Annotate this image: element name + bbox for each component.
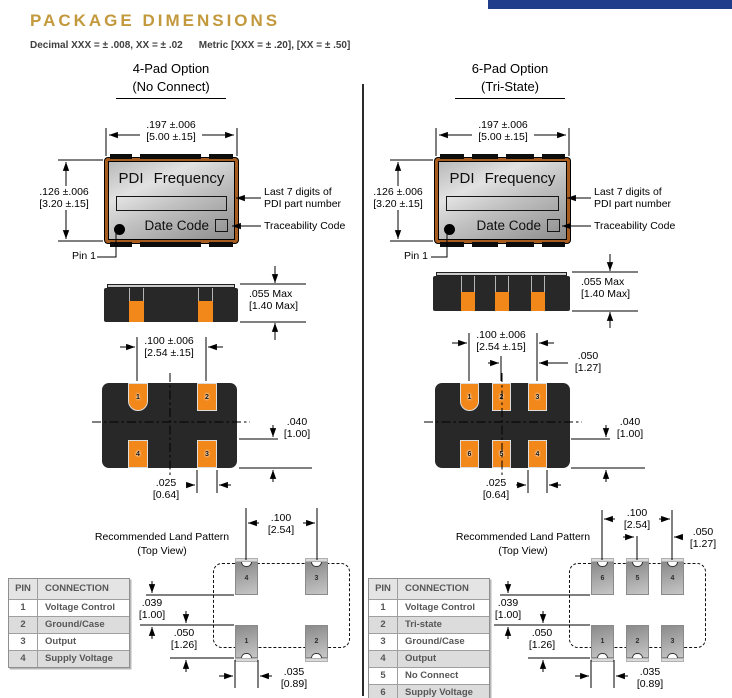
connection-cell: Ground/Case bbox=[405, 636, 465, 647]
dim-metric: [2.54] bbox=[267, 524, 295, 537]
dim-metric: [1.00] bbox=[616, 428, 644, 441]
land-pad-2: 2 bbox=[626, 625, 649, 658]
pin-cell: 3 bbox=[9, 634, 38, 650]
castellation-tab bbox=[140, 154, 201, 159]
dim-inch: .126 ±.006 bbox=[373, 186, 423, 198]
land-pad-2: 2 bbox=[305, 625, 328, 658]
table-row bbox=[369, 599, 489, 616]
table-row bbox=[369, 667, 489, 684]
dim-height-4pad bbox=[34, 186, 94, 210]
pad-1: 1 bbox=[128, 383, 148, 411]
date-code-label: Date Code bbox=[144, 218, 209, 233]
dim-metric: [3.20 ±.15] bbox=[39, 198, 89, 211]
pin-cell: 5 bbox=[369, 668, 398, 684]
land-pad-cap bbox=[661, 658, 684, 662]
land-pad-notch bbox=[667, 653, 678, 658]
brand-frequency: Frequency bbox=[484, 170, 556, 187]
land-pad-notch bbox=[311, 653, 322, 658]
package-top-view-4pad bbox=[105, 158, 238, 243]
date-code-row bbox=[446, 218, 560, 233]
pad-6: 6 bbox=[460, 440, 479, 468]
tolerance-metric: Metric [XXX = ± .20], [XX = ± .50] bbox=[198, 40, 351, 51]
dim-metric: [1.00] bbox=[494, 609, 522, 622]
land-pad-4: 4 bbox=[661, 562, 684, 595]
castellation-tab bbox=[440, 154, 464, 159]
land-pad-1: 1 bbox=[235, 625, 258, 658]
pin-column-header: PIN bbox=[9, 579, 38, 599]
dim-metric: [0.89] bbox=[280, 678, 308, 691]
dim-inch: .100 ±.006 bbox=[144, 335, 194, 347]
dim-land-pitch-6pad bbox=[615, 507, 659, 531]
dim-land-pitch-4pad bbox=[259, 512, 303, 536]
note-line1: Last 7 digits of bbox=[264, 186, 332, 198]
date-code-label: Date Code bbox=[476, 218, 541, 233]
dim-inch: .040 bbox=[286, 416, 308, 428]
pad-1: 1 bbox=[460, 383, 479, 411]
connection-cell: Voltage Control bbox=[405, 602, 476, 613]
dim-inch: .197 ±.006 bbox=[478, 119, 528, 131]
dim-metric: [5.00 ±.15] bbox=[478, 131, 528, 144]
part-number-note-6pad bbox=[594, 186, 671, 211]
date-code-row bbox=[116, 218, 228, 233]
table-row bbox=[9, 650, 129, 667]
part-number-box bbox=[446, 196, 559, 211]
part-number-box bbox=[116, 196, 227, 211]
dim-metric: [1.27] bbox=[574, 362, 602, 375]
pin-cell: 2 bbox=[369, 617, 398, 633]
traceability-note-4pad: Traceability Code bbox=[264, 220, 346, 232]
castellation-tab bbox=[440, 242, 464, 247]
dim-width-6pad bbox=[472, 119, 534, 143]
pad-2: 2 bbox=[197, 383, 217, 411]
pin-cell: 1 bbox=[9, 600, 38, 616]
dim-offset-4pad bbox=[280, 416, 314, 440]
castellation-slot bbox=[531, 276, 545, 292]
castellation-slot bbox=[129, 288, 144, 301]
castellation-tab bbox=[209, 242, 233, 247]
dim-height-6pad bbox=[368, 186, 428, 210]
dim-thickness-6pad bbox=[581, 276, 639, 300]
dim-inch: .126 ±.006 bbox=[39, 186, 89, 198]
tolerance-note bbox=[30, 40, 366, 51]
option-4pad-line1: 4-Pad Option bbox=[132, 61, 210, 76]
dim-metric: [2.54 ±.15] bbox=[144, 347, 194, 360]
solder-pad bbox=[129, 301, 144, 322]
package-brand-text bbox=[439, 170, 566, 187]
table-row bbox=[369, 633, 489, 650]
dim-land-half-pitch-6pad bbox=[686, 526, 720, 550]
connection-column-header: CONNECTION bbox=[45, 583, 109, 594]
dim-metric: [0.64] bbox=[482, 489, 510, 502]
pin-cell: 6 bbox=[369, 685, 398, 698]
solder-pad bbox=[495, 292, 509, 311]
dim-inch: .055 Max bbox=[581, 276, 625, 288]
land-pad-cap bbox=[235, 658, 258, 662]
solder-pad bbox=[531, 292, 545, 311]
pin-cell: 2 bbox=[9, 617, 38, 633]
land-pattern-outline-4pad bbox=[213, 563, 350, 648]
package-bottom-view-6pad bbox=[435, 383, 570, 468]
dim-offset-6pad bbox=[613, 416, 647, 440]
connection-cell: Supply Voltage bbox=[405, 687, 473, 698]
dim-metric: [1.26] bbox=[170, 639, 198, 652]
castellation-tab bbox=[542, 154, 565, 159]
dim-pad-width-4pad bbox=[146, 477, 186, 501]
dim-metric: [0.89] bbox=[636, 678, 664, 691]
land-pad-5: 5 bbox=[626, 562, 649, 595]
table-row bbox=[9, 599, 129, 616]
page-header-bar bbox=[488, 0, 732, 9]
table-header-row bbox=[9, 579, 129, 599]
land-pad-notch bbox=[241, 653, 252, 658]
option-6pad-line2: (Tri-State) bbox=[480, 79, 540, 95]
note-line2: PDI part number bbox=[594, 198, 672, 211]
dim-pitch-4pad bbox=[139, 335, 199, 359]
option-6pad-line1: 6-Pad Option bbox=[471, 61, 549, 76]
dim-width-4pad bbox=[140, 119, 202, 143]
dim-inch: .197 ±.006 bbox=[146, 119, 196, 131]
land-title-line1: Recommended Land Pattern bbox=[94, 531, 230, 543]
pad-3: 3 bbox=[197, 440, 217, 468]
land-pad-3: 3 bbox=[661, 625, 684, 658]
land-pad-cap bbox=[626, 658, 649, 662]
castellation-tab bbox=[209, 154, 233, 159]
castellation-slot bbox=[461, 276, 475, 292]
dim-metric: [1.00] bbox=[283, 428, 311, 441]
dim-inch: .100 ±.006 bbox=[476, 329, 526, 341]
castellation-tab bbox=[506, 242, 534, 247]
pin-cell: 1 bbox=[369, 600, 398, 616]
castellation-tab bbox=[472, 154, 498, 159]
brand-pdi: PDI bbox=[449, 170, 475, 187]
dim-land-inner-6pad bbox=[490, 597, 526, 621]
dim-land-pad-width-4pad bbox=[274, 666, 314, 690]
connection-column-header: CONNECTION bbox=[405, 583, 469, 594]
package-bottom-view-4pad bbox=[102, 383, 237, 468]
traceability-code-box bbox=[215, 219, 228, 232]
dim-metric: [1.00] bbox=[138, 609, 166, 622]
table-row bbox=[9, 633, 129, 650]
pin-connection-table-6pad bbox=[368, 578, 490, 698]
castellation-tab bbox=[140, 242, 201, 247]
dim-inch: .050 bbox=[577, 350, 599, 362]
package-lid bbox=[107, 284, 235, 288]
castellation-slot bbox=[198, 288, 213, 301]
connection-cell: Output bbox=[405, 653, 437, 664]
dim-metric: [1.26] bbox=[528, 639, 556, 652]
package-body bbox=[108, 161, 235, 240]
pin-connection-table-4pad bbox=[8, 578, 130, 668]
solder-pad bbox=[198, 301, 213, 322]
pad-4: 4 bbox=[528, 440, 547, 468]
traceability-code-box bbox=[547, 219, 560, 232]
option-4pad-line2: (No Connect) bbox=[132, 79, 210, 95]
note-line1: Last 7 digits of bbox=[594, 186, 662, 198]
pad-3: 3 bbox=[528, 383, 547, 411]
option-title-4pad bbox=[116, 60, 226, 99]
dim-inch: .055 Max bbox=[249, 288, 293, 300]
dim-inch: .025 bbox=[155, 477, 177, 489]
land-pattern-title-4pad bbox=[87, 531, 237, 558]
dim-metric: [1.40 Max] bbox=[581, 288, 631, 301]
land-pad-1: 1 bbox=[591, 625, 614, 658]
note-line2: PDI part number bbox=[264, 198, 342, 211]
dim-half-pitch-6pad bbox=[572, 350, 604, 374]
land-pad-3: 3 bbox=[305, 562, 328, 595]
dim-inch: .025 bbox=[485, 477, 507, 489]
land-title-line2: (Top View) bbox=[137, 544, 187, 557]
page-title: PACKAGE DIMENSIONS bbox=[30, 11, 281, 30]
land-title-line1: Recommended Land Pattern bbox=[455, 531, 591, 543]
package-brand-text bbox=[109, 170, 234, 187]
castellation-slot bbox=[495, 276, 509, 292]
castellation-tab bbox=[110, 154, 132, 159]
dim-metric: [3.20 ±.15] bbox=[373, 198, 423, 211]
dim-inch: .035 bbox=[639, 666, 661, 678]
land-pad-notch bbox=[632, 653, 643, 658]
dim-land-inner-4pad bbox=[134, 597, 170, 621]
solder-pad bbox=[461, 292, 475, 311]
dim-inch: .050 bbox=[531, 627, 553, 639]
land-pad-notch bbox=[597, 653, 608, 658]
table-row bbox=[369, 684, 489, 698]
dim-inch: .050 bbox=[173, 627, 195, 639]
column-divider bbox=[362, 84, 364, 696]
connection-cell: Output bbox=[45, 636, 77, 647]
dim-inch: .100 bbox=[626, 507, 648, 519]
connection-cell: No Connect bbox=[405, 670, 459, 681]
traceability-note-6pad: Traceability Code bbox=[594, 220, 676, 232]
pad-5: 5 bbox=[492, 440, 511, 468]
dim-inch: .039 bbox=[141, 597, 163, 609]
dim-metric: [5.00 ±.15] bbox=[146, 131, 196, 144]
dim-land-pad-width-6pad bbox=[630, 666, 670, 690]
connection-cell: Ground/Case bbox=[45, 619, 105, 630]
part-number-note-4pad bbox=[264, 186, 341, 211]
dim-inch: .039 bbox=[497, 597, 519, 609]
pin-cell: 3 bbox=[369, 634, 398, 650]
connection-cell: Voltage Control bbox=[45, 602, 116, 613]
dim-thickness-4pad bbox=[249, 288, 307, 312]
option-title-6pad bbox=[455, 60, 565, 99]
dim-land-gap-6pad bbox=[524, 627, 560, 651]
pin1-dot bbox=[114, 224, 125, 235]
castellation-tab bbox=[506, 154, 534, 159]
table-row bbox=[369, 650, 489, 667]
dim-metric: [0.64] bbox=[152, 489, 180, 502]
dim-pad-width-6pad bbox=[476, 477, 516, 501]
package-body bbox=[438, 161, 567, 240]
connection-cell: Tri-state bbox=[405, 619, 442, 630]
tolerance-decimal: Decimal XXX = ± .008, XX = ± .02 bbox=[30, 40, 183, 51]
dim-metric: [1.40 Max] bbox=[249, 300, 299, 313]
dim-land-gap-4pad bbox=[166, 627, 202, 651]
land-pattern-title-6pad bbox=[448, 531, 598, 558]
brand-pdi: PDI bbox=[118, 170, 144, 187]
castellation-tab bbox=[110, 242, 132, 247]
brand-frequency: Frequency bbox=[153, 170, 225, 187]
table-row bbox=[369, 616, 489, 633]
dim-inch: .100 bbox=[270, 512, 292, 524]
land-pad-4: 4 bbox=[235, 562, 258, 595]
land-title-line2: (Top View) bbox=[498, 544, 548, 557]
pin1-label-4pad: Pin 1 bbox=[72, 250, 96, 262]
dim-metric: [1.27] bbox=[689, 538, 717, 551]
land-pad-6: 6 bbox=[591, 562, 614, 595]
dim-inch: .040 bbox=[619, 416, 641, 428]
pad-2: 2 bbox=[492, 383, 511, 411]
table-header-row bbox=[369, 579, 489, 599]
pin1-label-6pad: Pin 1 bbox=[404, 250, 428, 262]
table-row bbox=[9, 616, 129, 633]
pin-column-header: PIN bbox=[369, 579, 398, 599]
dim-metric: [2.54] bbox=[623, 519, 651, 532]
dim-inch: .035 bbox=[283, 666, 305, 678]
pin1-dot bbox=[444, 224, 455, 235]
castellation-tab bbox=[472, 242, 498, 247]
pad-4: 4 bbox=[128, 440, 148, 468]
dim-pitch-6pad bbox=[471, 329, 531, 353]
castellation-tab bbox=[542, 242, 565, 247]
pin-cell: 4 bbox=[9, 651, 38, 667]
package-top-view-6pad bbox=[435, 158, 570, 243]
dim-inch: .050 bbox=[692, 526, 714, 538]
connection-cell: Supply Voltage bbox=[45, 653, 113, 664]
land-pad-cap bbox=[305, 658, 328, 662]
package-side-view-4pad bbox=[104, 288, 238, 322]
dim-metric: [2.54 ±.15] bbox=[476, 341, 526, 354]
package-side-view-6pad bbox=[433, 276, 570, 311]
pin-cell: 4 bbox=[369, 651, 398, 667]
land-pad-cap bbox=[591, 658, 614, 662]
